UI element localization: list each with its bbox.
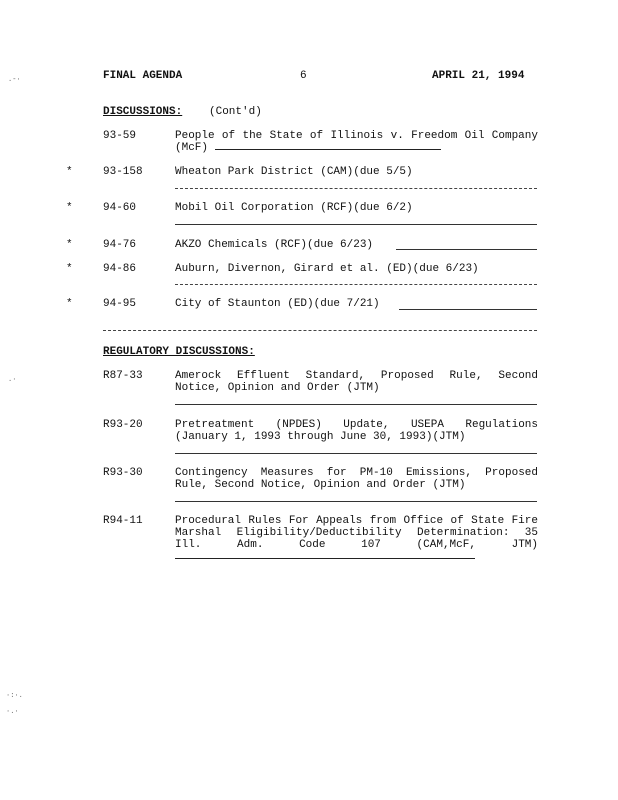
fill-line xyxy=(175,501,537,502)
case-number: 94-95 xyxy=(103,298,137,310)
fill-line xyxy=(175,224,537,225)
scan-mark: .· xyxy=(8,376,17,384)
docket-title: Pretreatment (NPDES) Update, USEPA Regulations (January 1, 1993 through June 30, 1993)(JTM) xyxy=(175,419,538,443)
docket-number: R87-33 xyxy=(103,370,143,382)
docket-title: Contingency Measures for PM-10 Emissions, Proposed Rule, Second Notice, Opinion and Order (JTM) xyxy=(175,467,538,491)
discussions-heading: DISCUSSIONS: xyxy=(103,106,183,118)
fill-line xyxy=(175,188,537,189)
fill-line xyxy=(175,284,537,285)
priority-star: * xyxy=(66,202,73,214)
case-number: 93-158 xyxy=(103,166,143,178)
case-title: Auburn, Divernon, Girard et al. (ED)(due 6/23) xyxy=(175,263,479,275)
case-number: 93-59 xyxy=(103,130,137,142)
regulatory-heading: REGULATORY DISCUSSIONS: xyxy=(103,346,255,358)
scan-mark: ·.· xyxy=(6,708,19,716)
priority-star: * xyxy=(66,298,73,310)
scan-mark: .-· xyxy=(8,76,21,84)
discussions-cont: (Cont'd) xyxy=(209,106,262,118)
fill-line xyxy=(215,148,441,150)
fill-line xyxy=(175,557,475,559)
case-title: Wheaton Park District (CAM)(due 5/5) xyxy=(175,166,413,178)
docket-number: R93-20 xyxy=(103,419,143,431)
fill-line xyxy=(399,309,537,310)
docket-title: Amerock Effluent Standard, Proposed Rule, Second Notice, Opinion and Order (JTM) xyxy=(175,370,538,394)
case-number: 94-76 xyxy=(103,239,137,251)
priority-star: * xyxy=(66,239,73,251)
docket-title: Procedural Rules For Appeals from Office of State Fire Marshal Eligibility/Deductibility Determination: 35 Ill. Adm. Code 107 (CAM,McF, JTM) xyxy=(175,515,538,563)
case-title: AKZO Chemicals (RCF)(due 6/23) xyxy=(175,239,374,251)
agenda-title: FINAL AGENDA xyxy=(103,70,183,82)
page-number: 6 xyxy=(300,70,307,82)
scan-mark: ·:·. xyxy=(6,692,23,700)
fill-line xyxy=(396,249,537,250)
priority-star: * xyxy=(66,263,73,275)
case-number: 94-86 xyxy=(103,263,137,275)
case-number: 94-60 xyxy=(103,202,137,214)
priority-star: * xyxy=(66,166,73,178)
case-title: City of Staunton (ED)(due 7/21) xyxy=(175,298,380,310)
fill-line xyxy=(175,453,537,454)
fill-line xyxy=(175,404,537,405)
agenda-date: APRIL 21, 1994 xyxy=(432,70,525,82)
case-title: Mobil Oil Corporation (RCF)(due 6/2) xyxy=(175,202,413,214)
docket-number: R93-30 xyxy=(103,467,143,479)
section-separator xyxy=(103,330,537,331)
case-title: People of the State of Illinois v. Freedom Oil Company (McF) xyxy=(175,130,538,154)
docket-number: R94-11 xyxy=(103,515,143,527)
